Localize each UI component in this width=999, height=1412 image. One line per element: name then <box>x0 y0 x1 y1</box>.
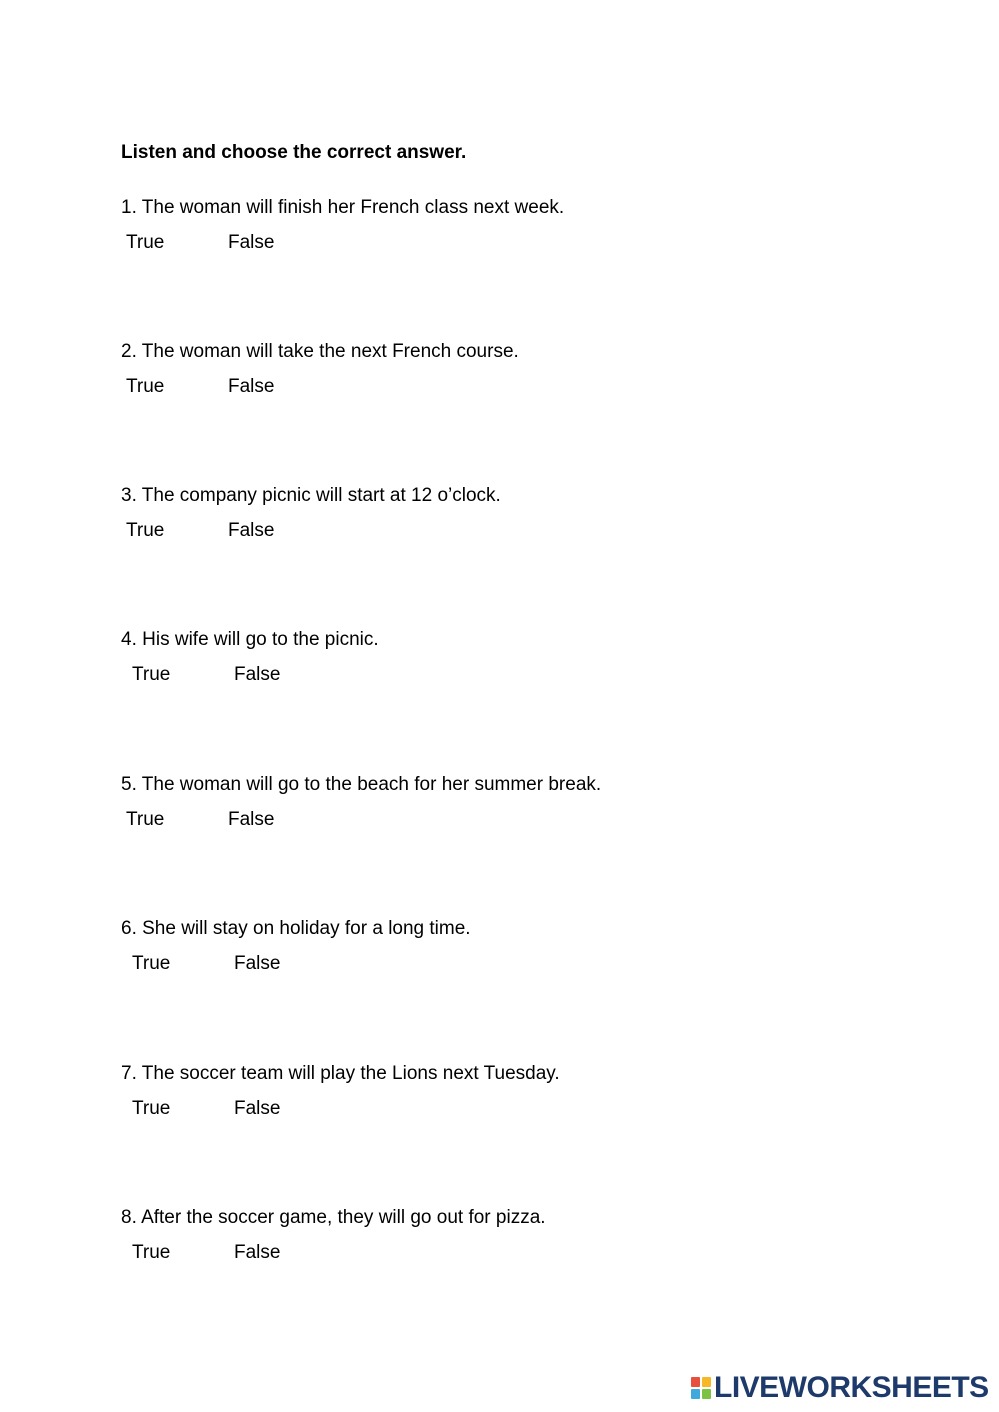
question-text: 6. She will stay on holiday for a long time. <box>121 918 471 939</box>
instruction-heading: Listen and choose the correct answer. <box>121 142 467 163</box>
option-true[interactable]: True <box>132 1098 171 1119</box>
question-text: 7. The soccer team will play the Lions next Tuesday. <box>121 1063 560 1084</box>
option-false[interactable]: False <box>228 376 275 397</box>
logo-square-red <box>691 1377 700 1387</box>
option-false[interactable]: False <box>234 953 281 974</box>
question-6 <box>121 917 921 976</box>
question-8 <box>121 1206 921 1265</box>
question-text: 1. The woman will finish her French class next week. <box>121 197 565 218</box>
option-true[interactable]: True <box>126 232 165 253</box>
option-true[interactable]: True <box>132 664 171 685</box>
answer-options <box>121 663 921 687</box>
logo-square-blue <box>691 1389 700 1399</box>
question-1 <box>121 196 921 255</box>
answer-options <box>121 231 921 255</box>
question-text: 3. The company picnic will start at 12 o’clock. <box>121 485 501 506</box>
question-5 <box>121 773 921 832</box>
question-text: 2. The woman will take the next French course. <box>121 341 519 362</box>
option-false[interactable]: False <box>228 520 275 541</box>
option-false[interactable]: False <box>228 232 275 253</box>
option-true[interactable]: True <box>132 1242 171 1263</box>
logo-square-yellow <box>702 1377 711 1387</box>
logo-square-green <box>702 1389 711 1399</box>
question-text: 8. After the soccer game, they will go out for pizza. <box>121 1207 546 1228</box>
question-4 <box>121 628 921 687</box>
answer-options <box>121 1097 921 1121</box>
answer-options <box>121 375 921 399</box>
liveworksheets-brand <box>690 1370 989 1406</box>
option-false[interactable]: False <box>228 809 275 830</box>
question-text: 4. His wife will go to the picnic. <box>121 629 379 650</box>
option-true[interactable]: True <box>126 376 165 397</box>
answer-options <box>121 519 921 543</box>
question-text: 5. The woman will go to the beach for her summer break. <box>121 774 602 795</box>
question-7 <box>121 1062 921 1121</box>
question-3 <box>121 484 921 543</box>
option-false[interactable]: False <box>234 664 281 685</box>
option-false[interactable]: False <box>234 1242 281 1263</box>
brand-name: LIVEWORKSHEETS <box>714 1371 989 1404</box>
answer-options <box>121 808 921 832</box>
question-2 <box>121 340 921 399</box>
liveworksheets-logo-icon <box>690 1376 712 1400</box>
option-false[interactable]: False <box>234 1098 281 1119</box>
answer-options <box>121 952 921 976</box>
option-true[interactable]: True <box>126 809 165 830</box>
option-true[interactable]: True <box>132 953 171 974</box>
answer-options <box>121 1241 921 1265</box>
option-true[interactable]: True <box>126 520 165 541</box>
